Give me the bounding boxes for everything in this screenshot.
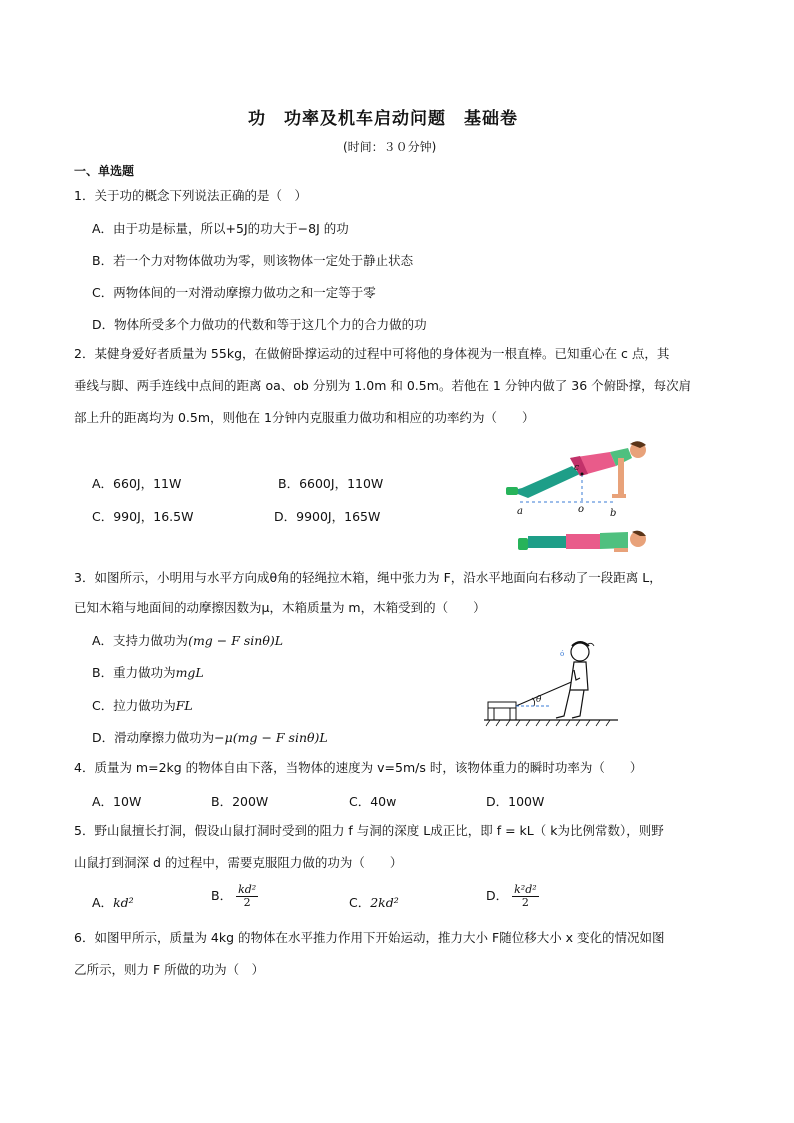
fraction-numerator: kd² [238, 883, 257, 896]
question-1-option-d: D．物体所受多个力做功的代数和等于这几个力的合力做的功 [92, 317, 427, 332]
question-2-option-a: A．660J，11W [92, 476, 182, 491]
svg-text:ó: ó [560, 650, 565, 658]
question-5-option-b [211, 884, 258, 909]
page-subtitle: (时间：３０分钟) [343, 140, 437, 154]
question-4-option-b: B．200W [211, 794, 269, 809]
question-5-option-c-math: 2kd² [370, 895, 399, 910]
pushup-label-c: c [574, 463, 580, 473]
section-heading: 一、单选题 [74, 164, 135, 178]
question-2-line-3: 部上升的距离均为 0.5m，则他在 1分钟内克服重力做功和相应的功率约为（ ） [74, 410, 535, 425]
question-6-line-2: 乙所示，则力 F 所做的功为（ ） [74, 962, 265, 977]
pushup-lower-figure [518, 531, 646, 552]
question-3-option-d-text: D．滑动摩擦力做功为 [92, 730, 215, 745]
question-3-option-c-text: C．拉力做功为 [92, 698, 176, 713]
question-6-line-1: 6．如图甲所示，质量为 4kg 的物体在水平推力作用下开始运动，推力大小 F随位移大小 x 变化的情况如图 [74, 930, 665, 945]
question-4-stem: 4．质量为 m=2kg 的物体自由下落，当物体的速度为 v=5m/s 时，该物体重力的瞬时功率为（ ） [74, 760, 643, 775]
question-2-line-2: 垂线与脚、两手连线中点间的距离 oa、ob 分别为 1.0m 和 0.5m。若他在 1 分钟内做了 36 个俯卧撑，每次肩 [74, 378, 692, 393]
theta-label: θ [536, 695, 542, 705]
question-5-option-c-text: C． [349, 895, 371, 910]
question-2-option-d: D．9900J，165W [274, 509, 381, 524]
question-1-option-a: A．由于功是标量，所以+5J的功大于−8J 的功 [92, 221, 349, 236]
page-title: 功 功率及机车启动问题 基础卷 [248, 109, 518, 129]
question-5-line-2: 山鼠打到洞深 d 的过程中，需要克服阻力做的功为（ ） [74, 855, 403, 870]
question-5-line-1: 5．野山鼠擅长打洞，假设山鼠打洞时受到的阻力 f 与洞的深度 L成正比，即 f = kL（ k为比例常数），则野 [74, 823, 664, 838]
fraction-denominator: 2 [243, 896, 251, 909]
question-1-stem: 1．关于功的概念下列说法正确的是（ ） [74, 188, 307, 203]
question-5-option-a-text: A． [92, 895, 114, 910]
question-2-option-c: C．990J，16.5W [92, 509, 194, 524]
pushup-label-b: b [610, 508, 617, 519]
pushup-label-a: a [517, 506, 523, 517]
question-1-option-b: B．若一个力对物体做功为零，则该物体一定处于静止状态 [92, 253, 414, 268]
question-5-option-d-fraction [512, 884, 539, 909]
question-3-option-d-math: −μ(mg − F sinθ)L [214, 730, 328, 745]
question-4-option-d: D．100W [486, 794, 545, 809]
question-2-line-1: 2．某健身爱好者质量为 55kg，在做俯卧撑运动的过程中可将他的身体视为一根直棒。已知重心在 c 点，其 [74, 346, 670, 361]
question-3-option-a-math: (mg − F sinθ)L [188, 633, 284, 648]
question-4-option-c: C．40w [349, 794, 397, 809]
wooden-box [488, 702, 516, 720]
question-5-option-d-text: D． [486, 888, 509, 903]
fraction-denominator: 2 [521, 896, 529, 909]
pulling-box-figure-icon [480, 630, 620, 730]
question-5-option-b-text: B． [211, 888, 233, 903]
question-3-option-c-math: FL [175, 698, 193, 713]
question-4-option-a: A．10W [92, 794, 142, 809]
question-5-option-d [486, 884, 539, 909]
question-3-option-b-text: B．重力做功为 [92, 665, 176, 680]
question-3-line-2: 已知木箱与地面间的动摩擦因数为μ，木箱质量为 m，木箱受到的（ ） [74, 600, 486, 615]
question-5-option-a [92, 893, 134, 911]
question-3-option-a-text: A．支持力做功为 [92, 633, 189, 648]
fraction-numerator: k²d² [514, 883, 537, 896]
question-2-option-b: B．6600J，110W [278, 476, 384, 491]
pushup-figure-icon [500, 436, 670, 558]
question-3-option-c [92, 696, 193, 714]
question-1-option-c: C．两物体间的一对滑动摩擦力做功之和一定等于零 [92, 285, 376, 300]
question-5-option-b-fraction [236, 884, 258, 909]
pushup-label-o: o [578, 504, 585, 515]
question-3-line-1: 3．如图所示，小明用与水平方向成θ角的轻绳拉木箱，绳中张力为 F，沿水平地面向右移动了一段距离 L， [74, 570, 662, 585]
question-3-option-b [92, 663, 204, 681]
question-3-option-a [92, 631, 283, 649]
question-5-option-c [349, 893, 399, 911]
question-3-option-b-math: mgL [175, 665, 204, 680]
question-5-option-a-math: kd² [113, 895, 134, 910]
question-3-option-d [92, 728, 328, 746]
